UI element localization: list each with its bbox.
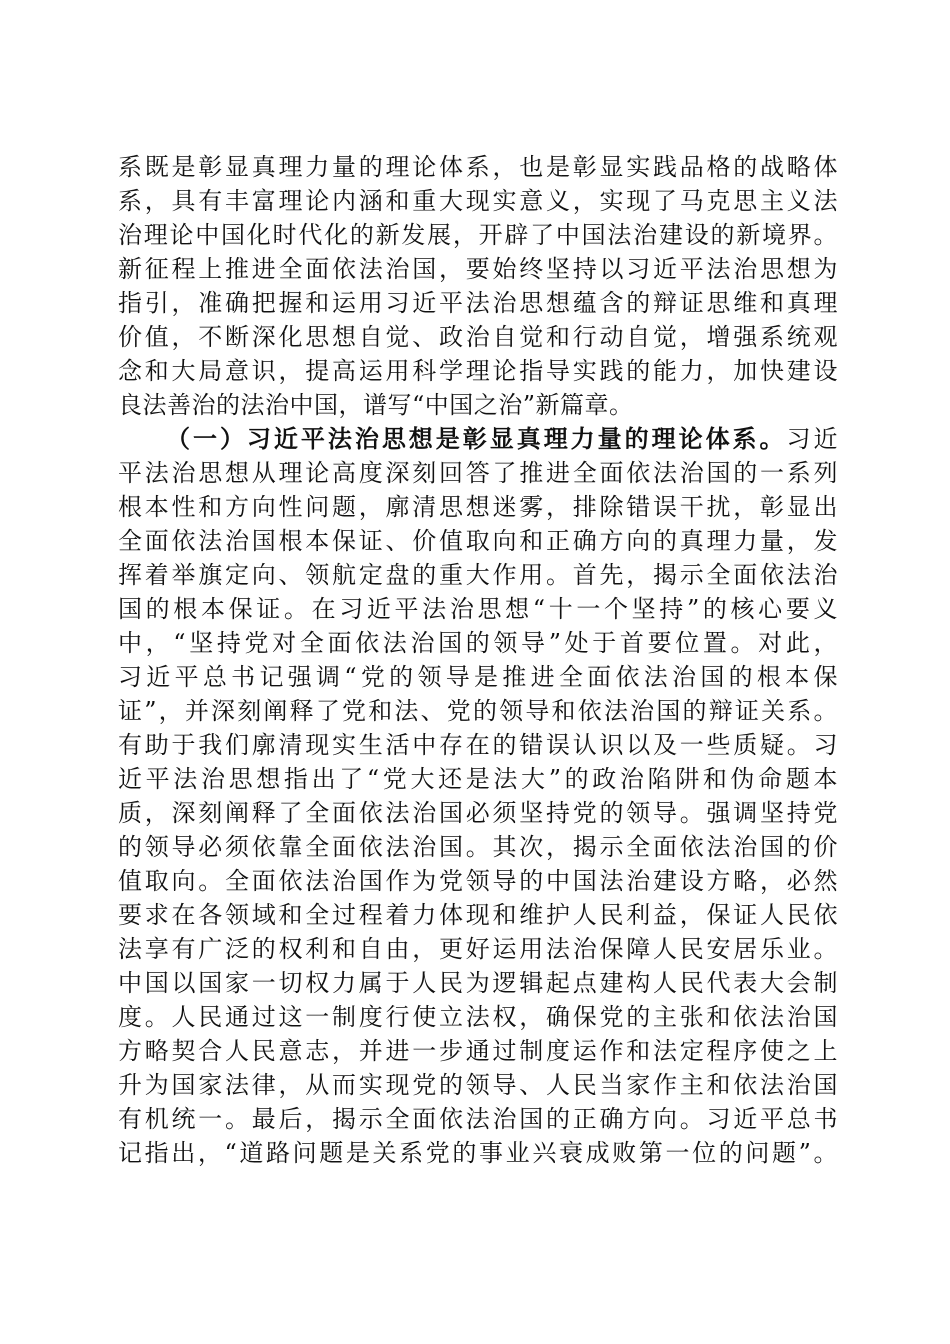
text-line: 治理论中国化时代化的新发展，开辟了中国法治建设的新境界。 bbox=[118, 221, 838, 249]
text-line: 良法善治的法治中国，谱写“中国之治”新篇章。 bbox=[118, 391, 634, 419]
text-line: 新征程上推进全面依法治国，要始终坚持以习近平法治思想为 bbox=[118, 255, 838, 283]
text-line: 的领导必须依靠全面依法治国。其次，揭示全面依法治国的价 bbox=[118, 833, 838, 861]
text-line: 法享有广泛的权利和自由，更好运用法治保障人民安居乐业。 bbox=[118, 935, 838, 963]
text-line: 念和大局意识，提高运用科学理论指导实践的能力，加快建设 bbox=[118, 357, 838, 385]
text-line: 质，深刻阐释了全面依法治国必须坚持党的领导。强调坚持党 bbox=[118, 799, 838, 827]
text-line: 方略契合人民意志，并进一步通过制度运作和法定程序使之上 bbox=[118, 1037, 838, 1065]
text-line: 要求在各领域和全过程着力体现和维护人民利益，保证人民依 bbox=[118, 901, 838, 929]
text-line: 习近平总书记强调“党的领导是推进全面依法治国的根本保 bbox=[118, 663, 838, 691]
text-line: 有机统一。最后，揭示全面依法治国的正确方向。习近平总书 bbox=[118, 1105, 838, 1133]
text-line: 升为国家法律，从而实现党的领导、人民当家作主和依法治国 bbox=[118, 1071, 838, 1099]
text-line: 全面依法治国根本保证、价值取向和正确方向的真理力量，发 bbox=[118, 527, 838, 555]
text-line: 国的根本保证。在习近平法治思想“十一个坚持”的核心要义 bbox=[118, 595, 838, 623]
text-line: 中国以国家一切权力属于人民为逻辑起点建构人民代表大会制 bbox=[118, 969, 838, 997]
body-text bbox=[118, 150, 838, 1170]
text-line: 中，“坚持党对全面依法治国的领导”处于首要位置。对此， bbox=[118, 629, 838, 657]
text-line: 系，具有丰富理论内涵和重大现实意义，实现了马克思主义法 bbox=[118, 187, 838, 215]
text-line: 有助于我们廓清现实生活中存在的错误认识以及一些质疑。习 bbox=[118, 731, 838, 759]
section-heading: （一）习近平法治思想是彰显真理力量的理论体系。 bbox=[166, 424, 787, 453]
text-line: 值取向。全面依法治国作为党领导的中国法治建设方略，必然 bbox=[118, 867, 838, 895]
text-line: 度。人民通过这一制度行使立法权，确保党的主张和依法治国 bbox=[118, 1003, 838, 1031]
text-line: 近平法治思想指出了“党大还是法大”的政治陷阱和伪命题本 bbox=[118, 765, 838, 793]
text-line: 指引，准确把握和运用习近平法治思想蕴含的辩证思维和真理 bbox=[118, 289, 838, 317]
section-heading-line bbox=[118, 422, 838, 456]
paragraph-intro bbox=[118, 150, 838, 422]
text-line: 挥着举旗定向、领航定盘的重大作用。首先，揭示全面依法治 bbox=[118, 561, 838, 589]
paragraph-section-one bbox=[118, 422, 838, 1170]
text-line: 系既是彰显真理力量的理论体系，也是彰显实践品格的战略体 bbox=[118, 153, 838, 181]
text-fragment: 习近 bbox=[786, 425, 839, 453]
text-line: 平法治思想从理论高度深刻回答了推进全面依法治国的一系列 bbox=[118, 459, 838, 487]
text-line: 根本性和方向性问题，廓清思想迷雾，排除错误干扰，彰显出 bbox=[118, 493, 838, 521]
text-line: 记指出，“道路问题是关系党的事业兴衰成败第一位的问题”。 bbox=[118, 1139, 838, 1167]
text-line: 证”，并深刻阐释了党和法、党的领导和依法治国的辩证关系。 bbox=[118, 697, 838, 725]
text-line: 价值，不断深化思想自觉、政治自觉和行动自觉，增强系统观 bbox=[118, 323, 838, 351]
